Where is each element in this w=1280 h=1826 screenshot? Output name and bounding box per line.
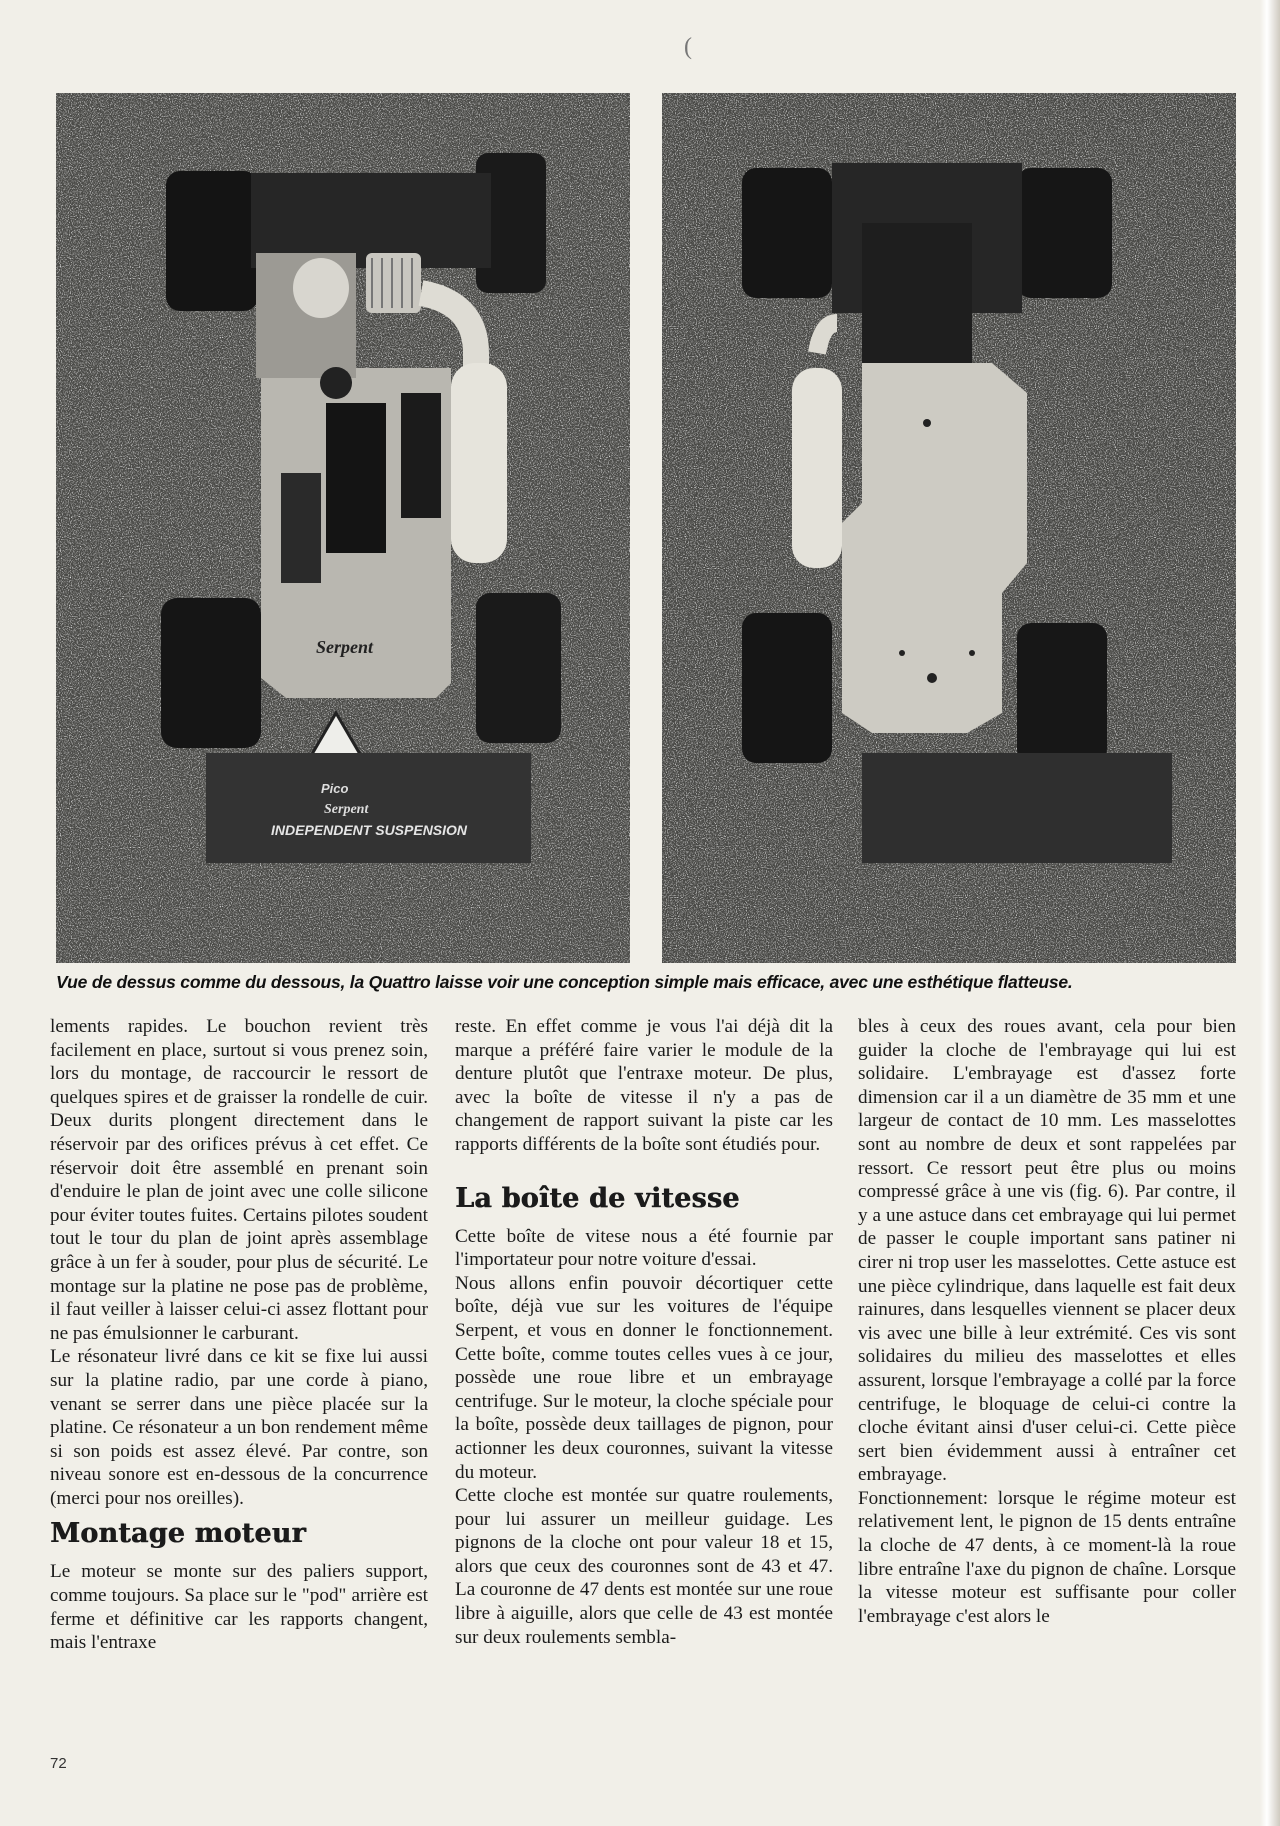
text-column-2 (455, 1015, 833, 1649)
photo-caption: Vue de dessus comme du dessous, la Quattro laisse voir une conception simple mais efficace, avec une esthétique flatteuse. (56, 972, 1073, 992)
paragraph: Cette cloche est montée sur quatre roulements, pour lui assurer un meilleur guidage. Les pignons de la cloche ont pour valeur 18 et 15, alors que ceux des couronnes sont de 43 et 47. La couronne de 47 dents est montée sur une roue libre à aiguille, alors que celle de 43 est montée sur deux roulements sembla- (455, 1485, 833, 1648)
photo-text-pico: Pico (321, 781, 349, 796)
text-column-1 (50, 1015, 428, 1655)
paragraph: reste. En effet comme je vous l'ai déjà dit la marque a préféré faire varier le module de la denture plutôt que l'entraxe moteur. De plus, avec la boîte de vitesse il n'y a pas de changement de rapport suivant la piste car les rapports différents de la boîte sont étudiés pour. (455, 1016, 833, 1155)
margin-mark: ( (684, 34, 692, 60)
section-heading: Montage moteur (50, 1518, 306, 1550)
paragraph: Le moteur se monte sur des paliers support, comme toujours. Sa place sur le "pod" arrière est ferme et définitive car les rapports changent, mais l'entraxe (50, 1561, 428, 1654)
paragraph: bles à ceux des roues avant, cela pour bien guider la cloche de l'embrayage qui lui est solidaire. L'embrayage est d'assez forte dimension car il a un diamètre de 35 mm et une largeur de contact de 10 mm. Les masselottes sont au nombre de deux et sont rappelées par ressort. Ce ressort peut être plus ou moins compressé grâce à une vis (fig. 6). Par contre, il y a une astuce dans cet embrayage qui lui permet de passer le couple important sans patiner ni cirer ni trop user les masselottes. Cette astuce est une pièce cylindrique, dans laquelle est fait deux rainures, dans lesquelles viennent se placer deux vis avec une bille à leur extrémité. Ces vis sont solidaires du milieu des masselottes et elles assurent, lorsque l'embrayage a collé par la force centrifuge, le bloquage de celui-ci contre la cloche évitant ainsi d'user celui-ci. Cette pièce sert bien évidemment aussi à entraîner cet embrayage. (858, 1016, 1236, 1486)
photo-top-view (56, 93, 630, 963)
paragraph: Le résonateur livré dans ce kit se fixe lui aussi sur la platine radio, par une corde à piano, venant se serrer dans une pièce placée sur la platine. Ce résonateur a un bon rendement même si son poids est assez élevé. Par contre, son niveau sonore est en-dessous de la concurrence (merci pour nos oreilles). (50, 1346, 428, 1509)
photo-bottom-view-image (662, 93, 1236, 963)
photo-text-serpent: Serpent (316, 637, 374, 657)
photo-text-serpent-wing: Serpent (324, 802, 369, 817)
photo-text-suspension: INDEPENDENT SUSPENSION (271, 822, 468, 838)
page-edge-shadow (1260, 0, 1280, 1826)
text-column-3 (858, 1015, 1236, 1628)
paragraph: lements rapides. Le bouchon revient très facilement en place, surtout si vous prenez soin, lors du montage, de raccourcir le ressort de quelques spires et de graisser la rondelle de cuir. Deux durits plongent directement dans le réservoir par des orifices prévus à cet effet. Ce réservoir doit être assemblé en prenant soin d'enduire le plan de joint avec une colle silicone pour éviter toutes fuites. Certains pilotes soudent tout le tour du plan de joint après assemblage grâce à un fer à souder, pour plus de sécurité. Le montage sur la platine ne pose pas de problème, il faut veiller à laisser celui-ci assez flottant pour ne pas émulsionner le carburant. (50, 1016, 428, 1344)
photo-top-view-image (56, 93, 630, 963)
paragraph: Fonctionnement: lorsque le régime moteur est relativement lent, le pignon de 15 dents entraîne la cloche de 47 dents, à ce moment-là la roue libre entraîne l'axe du pignon de chaîne. Lorsque la vitesse moteur est suffisante pour coller l'embrayage c'est alors le (858, 1487, 1236, 1627)
photo-bottom-view (662, 93, 1236, 963)
section-heading: La boîte de vitesse (455, 1182, 740, 1214)
page-number: 72 (50, 1755, 67, 1772)
paragraph: Cette boîte de vitese nous a été fournie par l'importateur pour notre voiture d'essai. (455, 1225, 833, 1271)
paragraph: Nous allons enfin pouvoir décortiquer cette boîte, déjà vue sur les voitures de l'équipe Serpent, et vous en donner le fonctionnement. Cette boîte, comme toutes celles vues à ce jour, possède une roue libre et un embrayage centrifuge. Sur le moteur, la cloche spéciale pour la boîte, possède deux taillages de pignon, pour actionner les deux couronnes, suivant la vitesse du moteur. (455, 1272, 833, 1483)
